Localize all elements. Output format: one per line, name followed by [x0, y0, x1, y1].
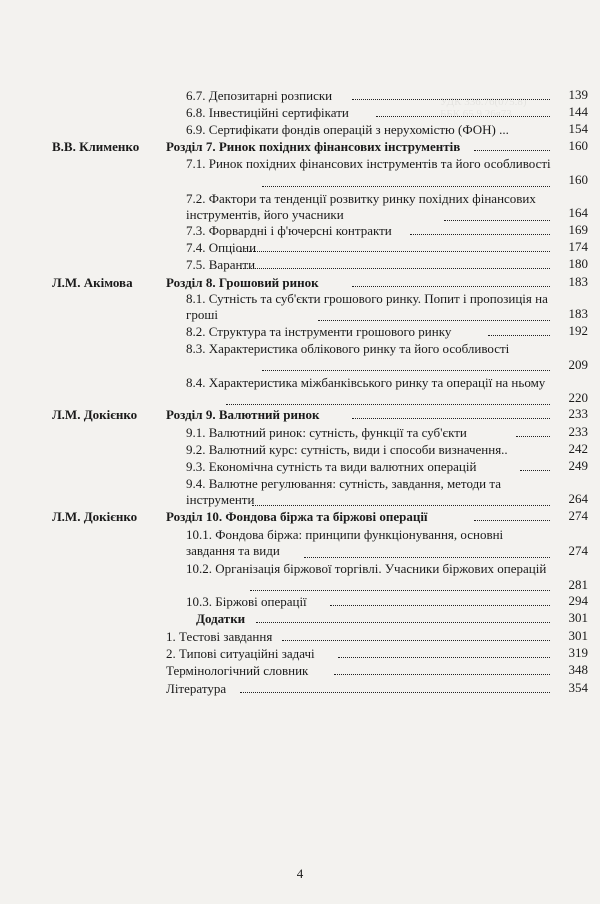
- toc-page-number: 264: [568, 491, 588, 506]
- dot-leader: [226, 404, 550, 405]
- toc-page-number: 233: [568, 424, 588, 439]
- toc-entry-title: 10.2. Організація біржової торгівлі. Учасники біржових операцій: [186, 561, 547, 576]
- toc-entry-title: Література: [166, 681, 227, 696]
- toc-page-number: 154: [568, 121, 588, 136]
- dot-leader: [474, 150, 550, 151]
- toc-entry[interactable]: [186, 594, 552, 610]
- toc-entry[interactable]: [186, 527, 552, 558]
- toc-entry-title: 7.1. Ринок похідних фінансових інструментів та його особливості: [186, 156, 551, 171]
- toc-entry-title: 9.2. Валютний курс: сутність, види і способи визначення..: [186, 442, 508, 457]
- dot-leader: [240, 268, 550, 269]
- toc-page-number: 281: [568, 577, 588, 592]
- dot-leader: [474, 520, 550, 521]
- dot-leader: [240, 692, 550, 693]
- toc-entry[interactable]: [186, 240, 552, 256]
- toc-entry[interactable]: [186, 341, 552, 357]
- toc-section-title: Додатки: [196, 611, 246, 626]
- toc-entry-title: 9.4. Валютне регулювання: сутність, завдання, методи та інструменти: [186, 476, 502, 507]
- toc-entry-title: 6.9. Сертифікати фондів операцій з нерухомістю (ФОН) ...: [186, 122, 509, 137]
- dot-leader: [488, 335, 550, 336]
- toc-entry-title: 8.1. Сутність та суб'єкти грошового ринку. Попит і пропозиція на гроші: [186, 291, 548, 322]
- toc-page-number: 174: [568, 239, 588, 254]
- table-of-contents-page: УДК 336.76(075.8) ББК 65.9.26я73 6.7. Депозитарні розписки 139 6.8. Інвестиційні сертифікати 144 6.9. Сертифікати фондів операцій з нерухомістю (ФОН) ... 154 В.В. Клименко Розділ 7. Ринок похідних фінансових інструментів 160 7.1. Ринок похідних фінансових інструментів та його особливості 160 7.2. Фактори та тенденції розвитку ринку похідних фінансових інструментів, його учасники 164 7.3. Форвардні і ф'ючерсні контракти 169 7.4. Опціони 174 7.5. Варанти 180 Л.М. Акімова Розділ 8. Грошовий ринок 183 8.1. Сутність та суб'єкти грошового ринку. Попит і пропозиція на гроші 183 8.2. Структура та інструменти грошового ринку 192 8.3. Характеристика облікового ринку та його особливості 209 8.4. Характеристика міжбанківського ринку та операції на ньому 220 Л.М. Докієнко Розділ 9. Валютний ринок 233 9.1. Валютний ринок: сутність, функції та суб'єкти 233 9.2. Валютний курс: сутність, види і способи визначення.. 242 9.3. Економічна сутність та види валютних операцій 249 9.4. Валютне регулювання: сутність, завдання, методи та інструменти 264 Л.М. Докієнко Розділ 10. Фондова біржа та біржові операції 274 10.1. Фондова біржа: принципи функціонування, основні завдання та види 274 10.2. Організація біржової торгівлі. Учасники біржових операцій 281 10.3. Біржові операції 294 Додатки 301 1. Тестові завдання 301 2. Типові ситуаційні задачі 319 Термінологічний словник 348 Література 354 4: [0, 0, 600, 904]
- toc-entry[interactable]: [186, 88, 552, 104]
- dot-leader: [304, 557, 550, 558]
- toc-page-number: 160: [568, 138, 588, 153]
- dot-leader: [352, 286, 550, 287]
- toc-entry[interactable]: [166, 681, 552, 697]
- dot-leader: [250, 590, 550, 591]
- toc-page-number: 183: [568, 306, 588, 321]
- toc-page-number: 209: [568, 357, 588, 372]
- toc-entry[interactable]: [186, 442, 552, 458]
- dot-leader: [520, 470, 550, 471]
- toc-entry[interactable]: [186, 291, 552, 322]
- section-author: Л.М. Докієнко: [52, 509, 138, 524]
- toc-entry-title: 9.3. Економічна сутність та види валютних операцій: [186, 459, 477, 474]
- toc-entry-title: 7.5. Варанти: [186, 257, 256, 272]
- toc-entry-title: 7.4. Опціони: [186, 240, 257, 255]
- toc-entry[interactable]: [186, 476, 552, 507]
- page-number-footer: 4: [296, 866, 304, 881]
- toc-entry[interactable]: [186, 375, 552, 391]
- toc-entry-title: 10.1. Фондова біржа: принципи функціонування, основні завдання та види: [186, 527, 504, 558]
- toc-entry[interactable]: [186, 561, 552, 577]
- toc-section-title: Розділ 8. Грошовий ринок: [166, 275, 319, 290]
- dot-leader: [240, 251, 550, 252]
- toc-entry-title: 1. Тестові завдання: [166, 629, 273, 644]
- dot-leader: [318, 320, 550, 321]
- toc-section[interactable]: [166, 275, 552, 291]
- toc-entry-title: 8.4. Характеристика міжбанківського ринку та операції на ньому: [186, 375, 546, 390]
- toc-entry[interactable]: [186, 425, 552, 441]
- dot-leader: [410, 234, 550, 235]
- toc-page-number: 139: [568, 87, 588, 102]
- toc-page-number: 274: [568, 508, 588, 523]
- toc-page-number: 319: [568, 645, 588, 660]
- toc-section[interactable]: [166, 509, 552, 525]
- toc-entry[interactable]: [166, 646, 552, 662]
- toc-entry-title: 8.3. Характеристика облікового ринку та його особливості: [186, 341, 510, 356]
- toc-section-title: Розділ 9. Валютний ринок: [166, 407, 320, 422]
- toc-entry[interactable]: [166, 663, 552, 679]
- toc-entry-title: 9.1. Валютний ринок: сутність, функції та суб'єкти: [186, 425, 467, 440]
- toc-entry[interactable]: [186, 156, 552, 172]
- toc-section[interactable]: [196, 611, 552, 627]
- toc-entry[interactable]: [186, 105, 552, 121]
- toc-entry[interactable]: [186, 324, 552, 340]
- toc-page-number: 301: [568, 628, 588, 643]
- toc-page-number: 169: [568, 222, 588, 237]
- toc-page-number: 354: [568, 680, 588, 695]
- toc-page-number: 192: [568, 323, 588, 338]
- dot-leader: [516, 436, 550, 437]
- dot-leader: [352, 99, 550, 100]
- toc-entry-title: 8.2. Структура та інструменти грошового ринку: [186, 324, 452, 339]
- toc-entry-title: 10.3. Біржові операції: [186, 594, 307, 609]
- dot-leader: [256, 622, 550, 623]
- toc-page-number: 233: [568, 406, 588, 421]
- toc-page-number: 220: [568, 390, 588, 405]
- toc-page-number: 249: [568, 458, 588, 473]
- toc-entry-title: 6.7. Депозитарні розписки: [186, 88, 333, 103]
- toc-page-number: 144: [568, 104, 588, 119]
- toc-page-number: 348: [568, 662, 588, 677]
- toc-entry[interactable]: [186, 459, 552, 475]
- toc-section[interactable]: [166, 139, 552, 155]
- section-author: Л.М. Докієнко: [52, 407, 138, 422]
- dot-leader: [262, 186, 550, 187]
- dot-leader: [444, 220, 550, 221]
- toc-entry[interactable]: [186, 223, 552, 239]
- toc-entry-title: 2. Типові ситуаційні задачі: [166, 646, 315, 661]
- dot-leader: [252, 505, 550, 506]
- dot-leader: [352, 418, 550, 419]
- toc-page-number: 183: [568, 274, 588, 289]
- toc-page-number: 301: [568, 610, 588, 625]
- dot-leader: [334, 674, 550, 675]
- dot-leader: [282, 640, 550, 641]
- toc-entry[interactable]: [186, 122, 552, 138]
- toc-section-title: Розділ 10. Фондова біржа та біржові операції: [166, 509, 428, 524]
- toc-page-number: 242: [568, 441, 588, 456]
- toc-page-number: 160: [568, 172, 588, 187]
- toc-entry[interactable]: [166, 629, 552, 645]
- section-author: Л.М. Акімова: [52, 275, 133, 290]
- dot-leader: [338, 657, 550, 658]
- toc-entry-title: 7.3. Форвардні і ф'ючерсні контракти: [186, 223, 392, 238]
- toc-page-number: 294: [568, 593, 588, 608]
- toc-entry[interactable]: [186, 191, 552, 222]
- toc-page-number: 274: [568, 543, 588, 558]
- toc-entry[interactable]: [186, 257, 552, 273]
- dot-leader: [262, 370, 550, 371]
- dot-leader: [376, 116, 550, 117]
- toc-entry-title: 6.8. Інвестиційні сертифікати: [186, 105, 349, 120]
- section-author: В.В. Клименко: [52, 139, 140, 154]
- dot-leader: [330, 605, 550, 606]
- toc-section-title: Розділ 7. Ринок похідних фінансових інструментів: [166, 139, 461, 154]
- toc-page-number: 164: [568, 205, 588, 220]
- toc-page-number: 180: [568, 256, 588, 271]
- toc-section[interactable]: [166, 407, 552, 423]
- toc-entry-title: Термінологічний словник: [166, 663, 309, 678]
- toc-entry-title: 7.2. Фактори та тенденції розвитку ринку похідних фінансових інструментів, його учасники: [186, 191, 536, 222]
